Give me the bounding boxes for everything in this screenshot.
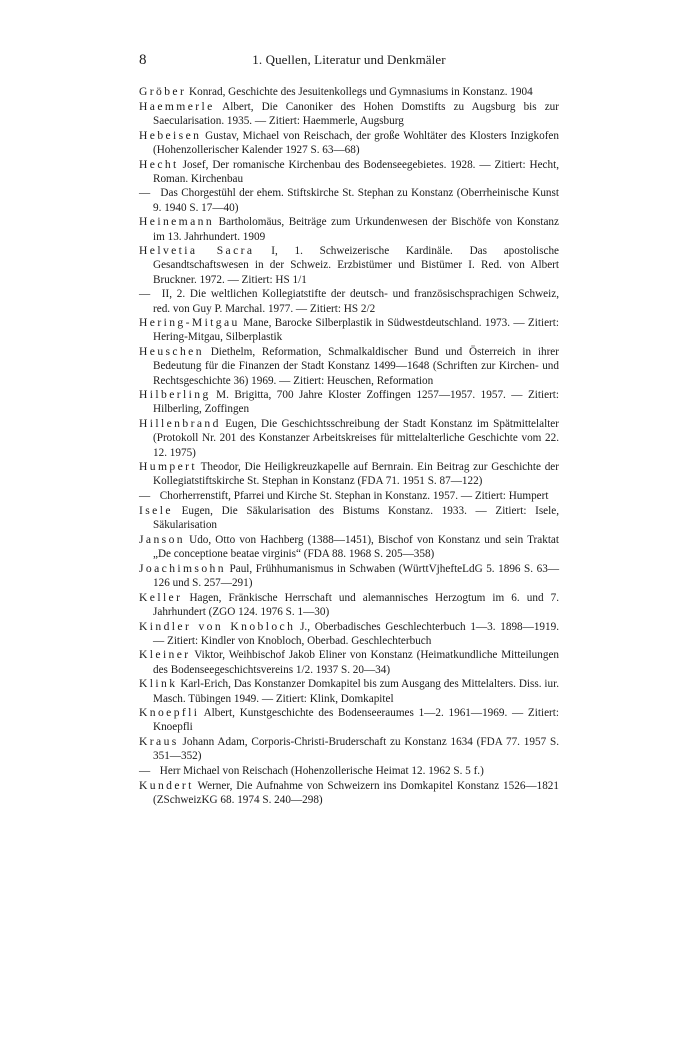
entry-author: Heuschen (139, 345, 204, 359)
entry-author: Isele (139, 503, 173, 517)
entry-text: J., Oberbadisches Geschlechterbuch 1—3. 1898—1919. — Zitiert: Kindler von Knobloch, Oberbad. Geschlechterbuch (153, 620, 560, 647)
bibliography-entry (139, 417, 559, 460)
entry-text: Josef, Der romanische Kirchenbau des Bodenseegebietes. 1928. — Zitiert: Hecht, Roman. Kirchenbau (153, 158, 559, 185)
entry-text: Herr Michael von Reischach (Hohenzollerische Heimat 12. 1962 S. 5 f.) (159, 765, 484, 778)
entry-text: Eugen, Die Säkularisation des Bistums Konstanz. 1933. — Zitiert: Isele, Säkularisation (153, 504, 560, 532)
entry-author: Hebeisen (139, 128, 202, 142)
entry-author: Haemmerle (139, 99, 215, 113)
entry-author: Joachimsohn (139, 561, 226, 575)
bibliography-entry (139, 100, 559, 128)
entry-author: Humpert (139, 460, 198, 474)
bibliography-entry (139, 735, 559, 763)
entry-author: Kleiner (139, 648, 191, 662)
same-author-dash: — (139, 187, 151, 200)
entry-author: Helvetia Sacra (139, 244, 255, 258)
page-number: 8 (139, 52, 147, 68)
entry-text: Eugen, Die Geschichtsschreibung der Stadt Konstanz im Spätmittelalter (Protokoll Nr. 201 des Konstanzer Arbeitskreises für mittelalterliche Geschichte vom 22. 12. 1975) (153, 418, 560, 459)
bibliography-entry (139, 460, 559, 488)
bibliography-entry (139, 316, 559, 344)
entry-text: Diethelm, Reformation, Schmalkaldischer Bund und Österreich in ihrer Bedeutung für die Finanzen der Stadt Konstanz 1499—1648 (Schriften zur Kirchen- und Rechtsgeschichte 36) 1969. — Zitiert: Heuschen, Reformation (153, 346, 559, 387)
running-title: 1. Quellen, Literatur und Denkmäler (252, 52, 446, 67)
bibliography-entry (139, 85, 559, 99)
entry-author: Gröber (139, 85, 187, 98)
entry-text: Johann Adam, Corporis-Christi-Bruderschaft zu Konstanz 1634 (FDA 77. 1957 S. 351—352) (153, 736, 559, 763)
same-author-dash: — (139, 490, 151, 503)
bibliography-entry (139, 244, 559, 287)
bibliography-entry (139, 562, 559, 590)
bibliography-list (139, 85, 559, 808)
bibliography-entry (139, 287, 559, 315)
same-author-dash: — (139, 765, 151, 778)
bibliography-entry (139, 677, 559, 705)
entry-text: Albert, Kunstgeschichte des Bodenseeraumes 1—2. 1961—1969. — Zitiert: Knoepfli (153, 707, 559, 734)
entry-text: Bartholomäus, Beiträge zum Urkundenwesen der Bischöfe von Konstanz im 13. Jahrhundert. 1909 (153, 216, 559, 243)
bibliography-entry (139, 779, 559, 807)
entry-author: Kindler von Knobloch (139, 619, 296, 633)
entry-text: Mane, Barocke Silberplastik in Südwestdeutschland. 1973. — Zitiert: Hering-Mitgau, Silberplastik (153, 317, 559, 344)
entry-text: I, 1. Schweizerische Kardinäle. Das apostolische Gesandtschaftswesen in der Schweiz. Erzbistümer und Bistümer I. Red. von Albert Bruckner. 1972. — Zitiert: HS 1/1 (153, 245, 560, 286)
entry-text: Udo, Otto von Hachberg (1388—1451), Bischof von Konstanz und sein Traktat „De conceptione beatae virginis“ (FDA 88. 1968 S. 205—358) (153, 533, 560, 560)
bibliography-entry (139, 706, 559, 734)
entry-author: Knoepfli (139, 706, 200, 720)
bibliography-entry (139, 591, 559, 619)
bibliography-entry (139, 648, 559, 676)
entry-author: Hering-Mitgau (139, 316, 240, 330)
bibliography-entry (139, 388, 559, 416)
entry-author: Kundert (139, 778, 194, 792)
entry-author: Keller (139, 590, 183, 604)
entry-text: Konrad, Geschichte des Jesuitenkollegs und Gymnasiums in Konstanz. 1904 (189, 86, 533, 98)
bibliography-entry (139, 129, 559, 157)
entry-text: Hagen, Fränkische Herrschaft und alemannisches Herzogtum im 6. und 7. Jahrhundert (ZGO 124. 1976 S. 1—30) (153, 591, 559, 618)
entry-text: Albert, Die Canoniker des Hohen Domstifts zu Augsburg bis zur Saecularisation. 1935. — Zitiert: Haemmerle, Augsburg (153, 100, 559, 127)
entry-author: Kraus (139, 735, 179, 749)
entry-text: Gustav, Michael von Reischach, der große Wohltäter des Klosters Inzigkofen (Hohenzollerischer Kalender 1927 S. 63—68) (153, 129, 559, 156)
entry-author: Hillenbrand (139, 417, 221, 431)
bibliography-entry (139, 215, 559, 243)
entry-text: M. Brigitta, 700 Jahre Kloster Zoffingen 1257—1957. 1957. — Zitiert: Hilberling, Zoffingen (153, 389, 560, 416)
entry-text: Karl-Erich, Das Konstanzer Domkapitel bis zum Ausgang des Mittelalters. Diss. iur. Masch. Tübingen 1949. — Zitiert: Klink, Domkapitel (153, 678, 560, 705)
bibliography-entry (139, 489, 559, 503)
entry-text: Werner, Die Aufnahme von Schweizern ins Domkapitel Konstanz 1526—1821 (ZSchweizKG 68. 1974 S. 240—298) (153, 779, 559, 806)
bibliography-entry (139, 345, 559, 388)
entry-text: Theodor, Die Heiligkreuzkapelle auf Bernrain. Ein Beitrag zur Geschichte der Kollegiatstiftskirche St. Stephan in Konstanz (FDA 71. 1951 S. 87—122) (153, 461, 559, 488)
bibliography-entry (139, 533, 559, 561)
bibliography-entry (139, 620, 559, 648)
entry-text: Chorherrenstift, Pfarrei und Kirche St. Stephan in Konstanz. 1957. — Zitiert: Humpert (159, 490, 549, 503)
page-header (139, 52, 559, 72)
entry-text: Paul, Frühhumanismus in Schwaben (WürttVjhefteLdG 5. 1896 S. 63—126 und S. 257—291) (153, 562, 560, 589)
bibliography-entry (139, 158, 559, 186)
entry-text: Das Chorgestühl der ehem. Stiftskirche St. Stephan zu Konstanz (Oberrheinische Kunst 9. 1940 S. 17—40) (153, 187, 559, 214)
same-author-dash: — (139, 288, 151, 301)
entry-text: Viktor, Weihbischof Jakob Eliner von Konstanz (Heimatkundliche Mitteilungen des Bodenseegeschichtsvereins 1/2. 1937 S. 20—34) (153, 649, 559, 676)
bibliography-entry (139, 186, 559, 214)
bibliography-entry (139, 504, 559, 532)
entry-author: Heinemann (139, 215, 215, 229)
bibliography-entry (139, 764, 559, 778)
entry-text: II, 2. Die weltlichen Kollegiatstifte der deutsch- und französischsprachigen Schweiz, red. von Guy P. Marchal. 1977. — Zitiert: HS 2/2 (153, 288, 559, 315)
entry-author: Klink (139, 677, 178, 691)
entry-author: Janson (139, 532, 185, 546)
entry-author: Hilberling (139, 388, 211, 402)
entry-author: Hecht (139, 157, 179, 171)
